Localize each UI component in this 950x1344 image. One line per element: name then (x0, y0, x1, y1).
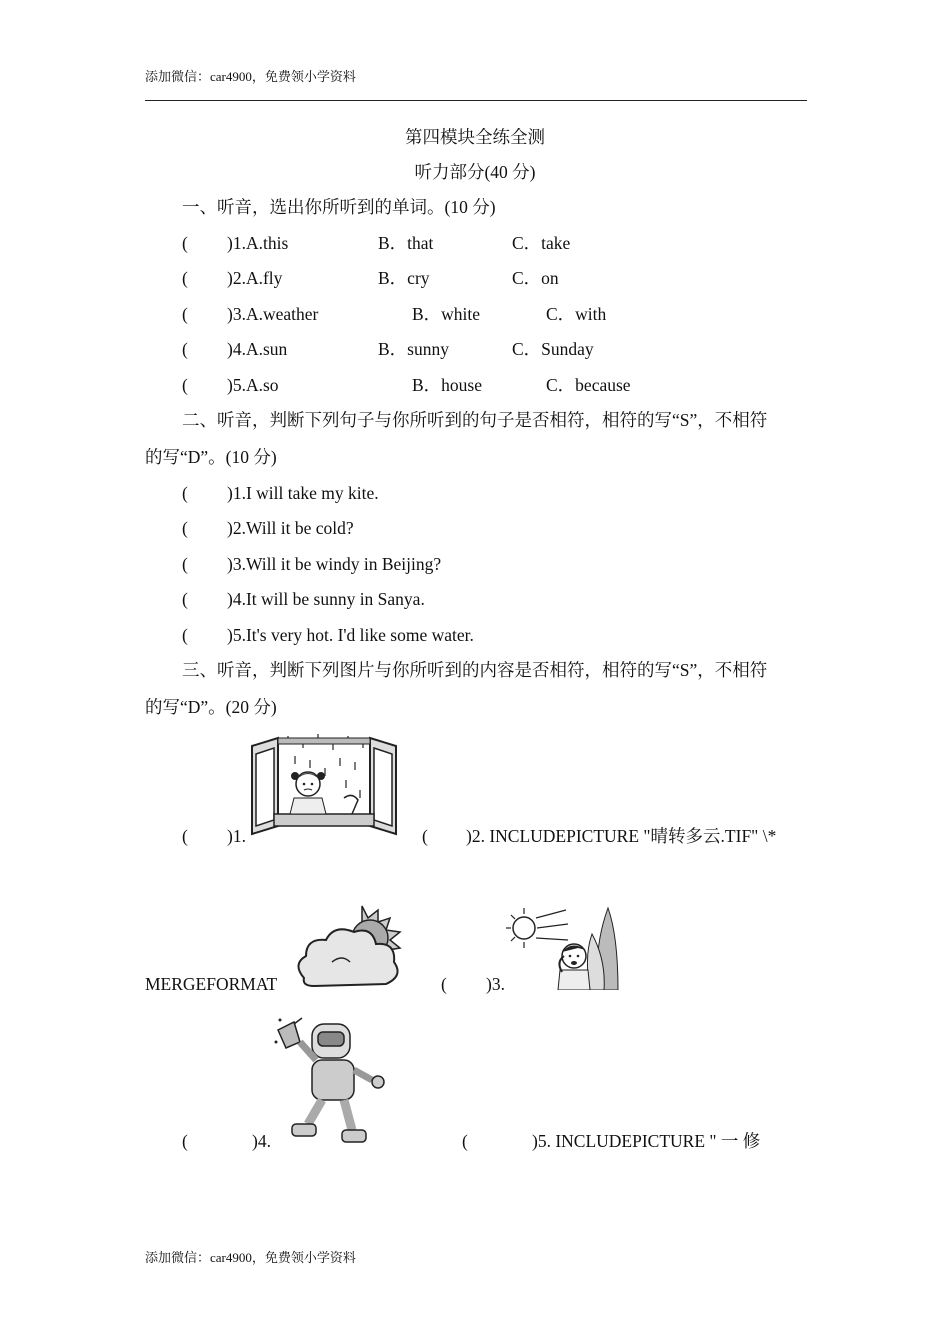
answer-blank[interactable]: ( (462, 1131, 468, 1151)
hot-sun-boy-picture (506, 906, 622, 990)
option-c: C．on (512, 268, 559, 288)
answer-blank[interactable]: ( (182, 518, 188, 538)
header-note: 添加微信：car4900，免费领小学资料 (145, 69, 356, 84)
mergeformat-text: MERGEFORMAT (145, 974, 278, 994)
option-b: B．cry (378, 268, 430, 288)
option-c: C．because (546, 375, 631, 395)
option-b: B．white (412, 304, 481, 324)
page-subtitle: 听力部分(40 分) (414, 162, 536, 182)
rain-window-picture (248, 728, 400, 838)
section1-heading: 一、听音，选出你所听到的单词。(10 分) (182, 197, 496, 217)
sentence: )5.It's very hot. I'd like some water. (227, 625, 474, 645)
answer-blank[interactable]: ( (182, 826, 188, 846)
answer-blank[interactable]: ( (182, 375, 188, 395)
option-a: )1.A.this (227, 233, 289, 253)
question-1-label: )1. (227, 826, 246, 846)
answer-blank[interactable]: ( (422, 826, 428, 846)
sentence: )1.I will take my kite. (227, 483, 379, 503)
page-title: 第四模块全练全测 (405, 127, 545, 147)
option-b: B．house (412, 375, 482, 395)
robot-picture (272, 1014, 396, 1148)
section2-heading-line1: 二、听音，判断下列句子与你所听到的句子是否相符，相符的写“S”，不相符 (182, 410, 768, 430)
header-divider (145, 100, 807, 101)
question-4-label: )4. (252, 1131, 271, 1151)
option-a: )5.A.so (227, 375, 279, 395)
answer-blank[interactable]: ( (182, 589, 188, 609)
sentence: )3.Will it be windy in Beijing? (227, 554, 442, 574)
option-c: C．take (512, 233, 571, 253)
option-b: B．that (378, 233, 434, 253)
question-3-label: )3. (486, 974, 505, 994)
option-a: )4.A.sun (227, 339, 288, 359)
footer-note: 添加微信：car4900，免费领小学资料 (145, 1250, 356, 1265)
answer-blank[interactable]: ( (182, 268, 188, 288)
sentence: )2.Will it be cold? (227, 518, 354, 538)
answer-blank[interactable]: ( (182, 1131, 188, 1151)
cloudy-sun-picture (292, 904, 422, 992)
sentence: )4.It will be sunny in Sanya. (227, 589, 425, 609)
section3-heading-line2: 的写“D”。(20 分) (145, 697, 277, 717)
option-b: B．sunny (378, 339, 449, 359)
question-5-label: )5. INCLUDEPICTURE " 一 修 (532, 1131, 761, 1151)
section2-heading-line2: 的写“D”。(10 分) (145, 447, 277, 467)
answer-blank[interactable]: ( (182, 625, 188, 645)
option-c: C．with (546, 304, 607, 324)
answer-blank[interactable]: ( (441, 974, 447, 994)
option-a: )2.A.fly (227, 268, 283, 288)
section3-heading-line1: 三、听音，判断下列图片与你所听到的内容是否相符，相符的写“S”，不相符 (182, 660, 768, 680)
question-2-label: )2. INCLUDEPICTURE "晴转多云.TIF" \* (466, 826, 777, 846)
answer-blank[interactable]: ( (182, 483, 188, 503)
answer-blank[interactable]: ( (182, 339, 188, 359)
answer-blank[interactable]: ( (182, 233, 188, 253)
answer-blank[interactable]: ( (182, 304, 188, 324)
option-c: C．Sunday (512, 339, 594, 359)
option-a: )3.A.weather (227, 304, 319, 324)
answer-blank[interactable]: ( (182, 554, 188, 574)
